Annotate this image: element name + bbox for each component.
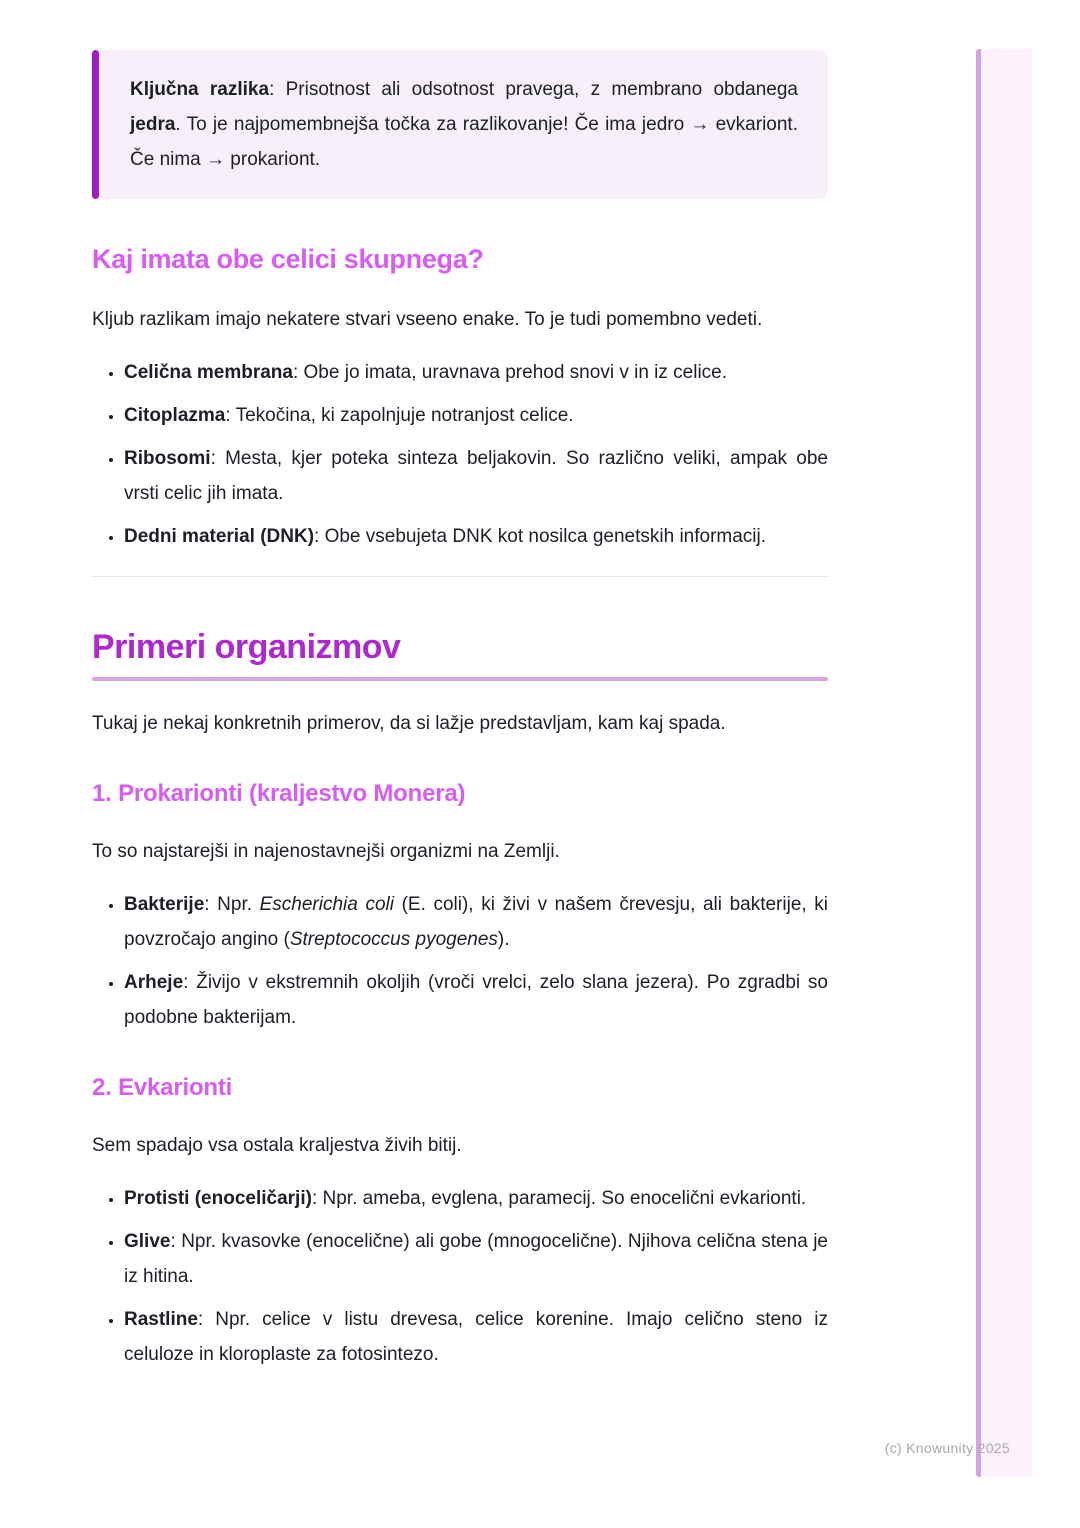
species-name-italic: Streptococcus pyogenes <box>289 928 498 950</box>
list-item-text: : Npr. celice v listu drevesa, celice korenine. Imajo celično steno iz celuloze in kloroplaste za fotosintezo. <box>124 1308 828 1365</box>
list-item-lead: Glive <box>124 1230 171 1252</box>
list-item-lead: Ribosomi <box>124 447 211 469</box>
subsection-heading-prokaryotes: 1. Prokarionti (kraljestvo Monera) <box>92 779 466 807</box>
list-item-lead: Citoplazma <box>124 404 226 426</box>
list-item-text: : Obe vsebujeta DNK kot nosilca genetskih informacij. <box>314 525 767 547</box>
eukaryotes-intro: Sem spadajo vsa ostala kraljestva živih bitij. <box>92 1134 462 1156</box>
list-item-lead: Dedni material (DNK) <box>124 525 315 547</box>
list-item-text: : Npr. ameba, evglena, paramecij. So enocelični evkarionti. <box>311 1187 807 1209</box>
list-item-text: (E. coli), ki živi v našem črevesju, ali bakterije, ki povzročajo angino ( <box>124 893 829 950</box>
list-item-text: : Mesta, kjer poteka sinteza beljakovin. So različno veliki, ampak obe vrsti celic jih imata. <box>124 447 828 504</box>
list-item-lead: Rastline <box>124 1308 198 1330</box>
list-item-dna <box>124 519 828 554</box>
next-page-preview <box>981 49 1032 1477</box>
callout-text-segment: : Prisotnost ali odsotnost pravega, z membrano obdanega <box>269 79 798 100</box>
list-item-text: : Tekočina, ki zapolnjuje notranjost celice. <box>225 404 574 426</box>
species-name-italic: Escherichia coli <box>259 893 394 915</box>
section-divider <box>92 576 828 577</box>
list-item-archaea <box>124 965 828 1035</box>
list-item-lead: Bakterije <box>124 893 205 915</box>
list-item-fungi <box>124 1224 828 1294</box>
common-features-list <box>92 355 828 554</box>
examples-intro: Tukaj je nekaj konkretnih primerov, da si lažje predstavljam, kam kaj spada. <box>92 712 726 734</box>
list-item-text: : Npr. kvasovke (enocelične) ali gobe (mnogocelične). Njihova celična stena je iz hitina. <box>124 1230 828 1287</box>
list-item-text: ). <box>497 928 510 950</box>
list-item-lead: Celična membrana <box>124 361 293 383</box>
list-item-bacteria <box>124 887 828 957</box>
key-difference-callout <box>92 50 828 199</box>
list-item-text: : Obe jo imata, uravnava prehod snovi v in iz celice. <box>292 361 728 383</box>
page-title: Primeri organizmov <box>92 627 401 666</box>
list-item-text: : Živijo v ekstremnih okoljih (vroči vrelci, zelo slana jezera). Po zgradbi so podobne bakterijam. <box>124 971 828 1028</box>
section-heading-common: Kaj imata obe celici skupnega? <box>92 244 484 274</box>
list-item-lead: Arheje <box>124 971 184 993</box>
callout-bold-lead: Ključna razlika <box>130 79 270 100</box>
list-item-membrane <box>124 355 828 390</box>
callout-text-segment: . To je najpomembnejša točka za razlikovanje! Če ima jedro → evkariont. Če nima → prokariont. <box>130 114 798 170</box>
title-underline <box>92 677 828 681</box>
eukaryotes-list <box>92 1181 828 1372</box>
callout-text <box>130 72 798 177</box>
copyright-watermark: (c) Knowunity 2025 <box>884 1440 1010 1456</box>
list-item-cytoplasm <box>124 398 828 433</box>
list-item-plants <box>124 1302 828 1372</box>
common-section-intro: Kljub razlikam imajo nekatere stvari vseeno enake. To je tudi pomembno vedeti. <box>92 308 763 330</box>
callout-bold-word: jedra <box>130 114 176 135</box>
subsection-heading-eukaryotes: 2. Evkarionti <box>92 1073 233 1101</box>
list-item-text: : Npr. <box>204 893 260 915</box>
prokaryotes-intro: To so najstarejši in najenostavnejši organizmi na Zemlji. <box>92 840 560 862</box>
page-content-column <box>92 0 828 1372</box>
list-item-protists <box>124 1181 828 1216</box>
list-item-lead: Protisti (enoceličarji) <box>124 1187 312 1209</box>
next-page-preview-strip <box>976 49 1032 1477</box>
list-item-ribosomes <box>124 441 828 511</box>
prokaryotes-list <box>92 887 828 1035</box>
